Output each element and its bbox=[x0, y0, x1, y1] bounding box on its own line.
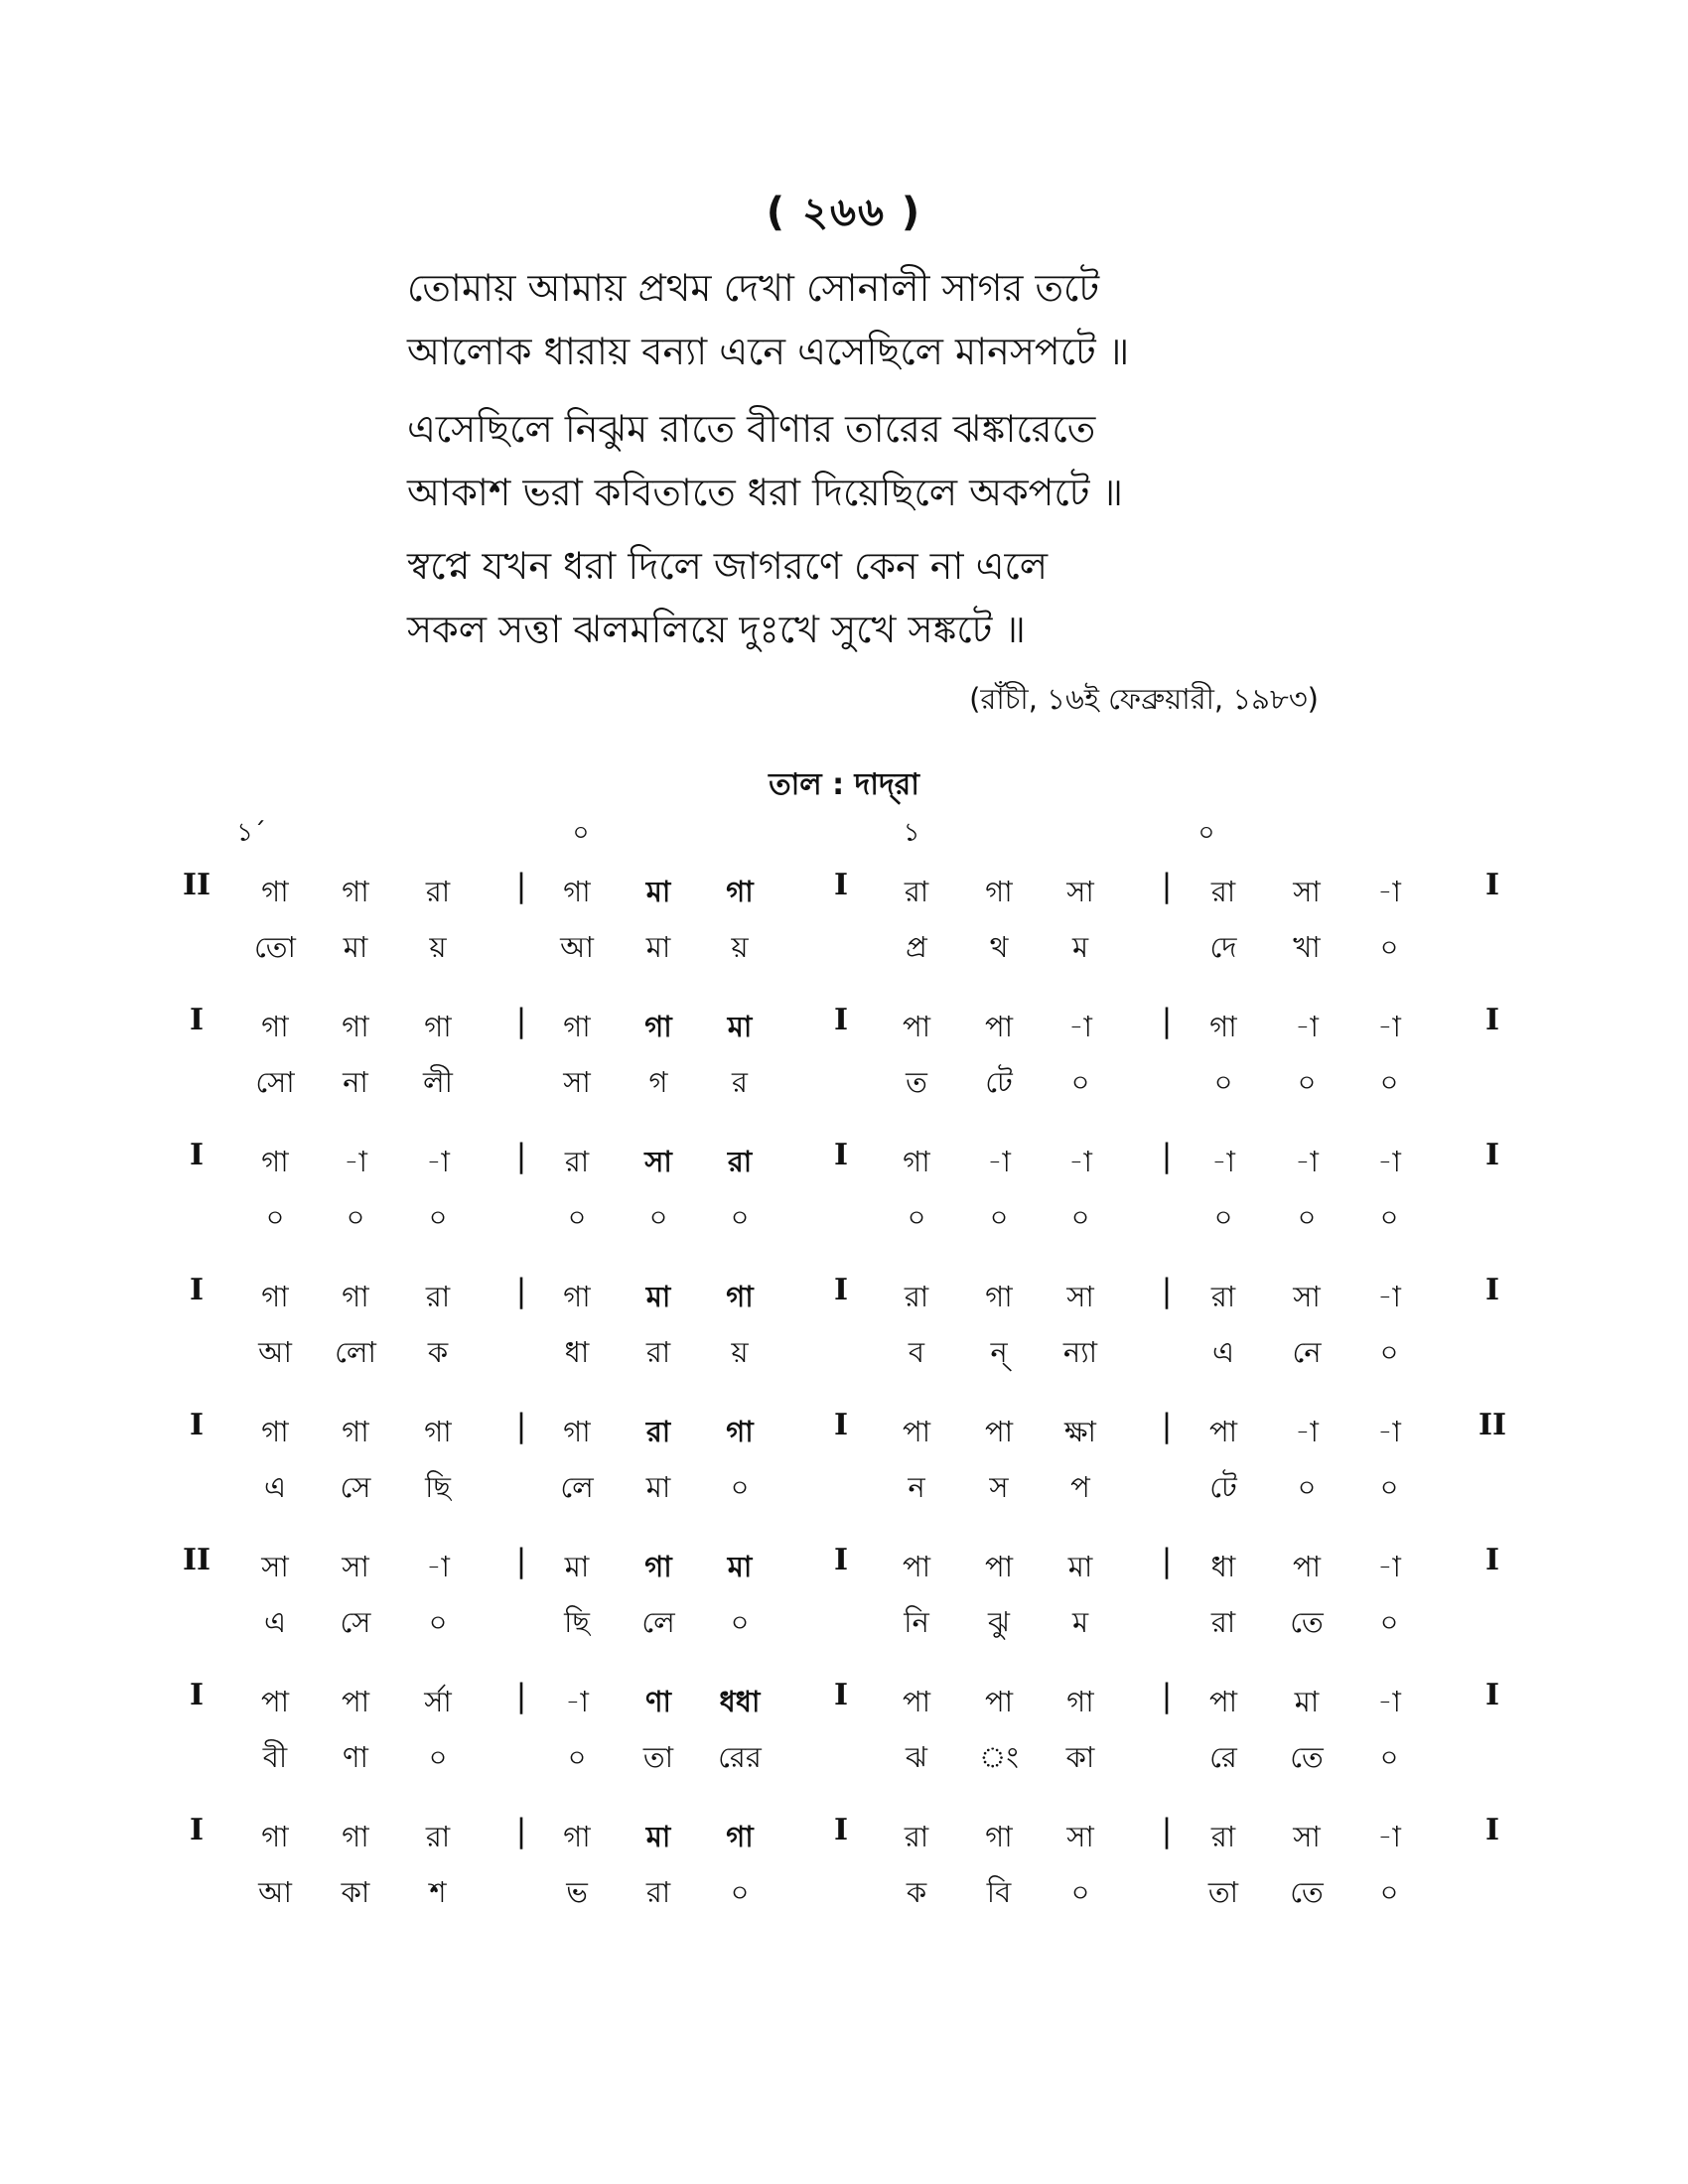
lyric-syllable: ০ bbox=[1070, 1875, 1090, 1909]
swara-note: পা bbox=[1208, 1415, 1238, 1448]
lyric-syllable: লে bbox=[560, 1470, 594, 1504]
lyric-syllable: ক bbox=[427, 1335, 449, 1369]
lyric-line: স্বপ্নে যখন ধরা দিলে জাগরণে কেন না এলে bbox=[407, 544, 1049, 588]
swara-note: -া bbox=[987, 1145, 1011, 1178]
beat-divider: | bbox=[515, 867, 527, 904]
lyric-syllable: রা bbox=[1210, 1605, 1236, 1639]
beat-divider: | bbox=[515, 1407, 527, 1444]
swara-note: গা bbox=[985, 1280, 1013, 1313]
lyric-syllable: প্র bbox=[906, 930, 927, 964]
swara-note: -া bbox=[565, 1685, 589, 1718]
lyric-syllable: টে bbox=[1209, 1470, 1237, 1504]
swara-note: গা bbox=[563, 1820, 591, 1853]
lyric-syllable: ন bbox=[908, 1470, 925, 1504]
lyric-syllable: রা bbox=[645, 1875, 671, 1909]
lyric-syllable: রা bbox=[645, 1335, 671, 1369]
lyric-syllable: লো bbox=[335, 1335, 376, 1369]
swara-note: ণা bbox=[645, 1685, 671, 1718]
swara-note: গা bbox=[563, 1415, 591, 1448]
swara-note: -া bbox=[1068, 1145, 1092, 1178]
taal-heading: তাল : দাদ্‌রা bbox=[769, 767, 919, 802]
lyric-syllable: ং bbox=[979, 1740, 1019, 1774]
swara-note: র্সা bbox=[424, 1685, 452, 1718]
lyric-syllable: ভ bbox=[566, 1875, 588, 1909]
bar-line: I bbox=[1484, 1678, 1500, 1712]
lyric-syllable: ঝ bbox=[906, 1740, 927, 1774]
beat-divider: | bbox=[515, 1137, 527, 1174]
lyric-syllable: এ bbox=[263, 1470, 287, 1504]
beat-marker: ০ bbox=[1197, 818, 1215, 848]
swara-note: গা bbox=[261, 875, 289, 908]
lyric-syllable: ০ bbox=[1297, 1470, 1317, 1504]
lyric-syllable: ক bbox=[906, 1875, 927, 1909]
lyric-syllable: ০ bbox=[265, 1200, 285, 1234]
bar-line: I bbox=[833, 1408, 849, 1442]
swara-note: মা bbox=[645, 875, 671, 908]
swara-note: -া bbox=[1295, 1415, 1319, 1448]
swara-note: মা bbox=[727, 1550, 753, 1583]
lyric-syllable: তো bbox=[254, 930, 296, 964]
lyric-line: এসেছিলে নিঝুম রাতে বীণার তারের ঝঙ্কারেতে bbox=[407, 407, 1096, 451]
swara-note: সা bbox=[1293, 875, 1321, 908]
lyric-syllable: ০ bbox=[1379, 1335, 1399, 1369]
bar-line: I bbox=[1484, 1813, 1500, 1847]
swara-note: সা bbox=[342, 1550, 369, 1583]
swara-note: গা bbox=[563, 1280, 591, 1313]
lyric-syllable: ০ bbox=[730, 1875, 750, 1909]
swara-note: -া bbox=[1377, 1145, 1401, 1178]
lyric-syllable: ব bbox=[908, 1335, 925, 1369]
swara-note: গা bbox=[342, 1010, 369, 1043]
lyric-syllable: সে bbox=[340, 1605, 371, 1639]
swara-note: -া bbox=[1377, 1280, 1401, 1313]
swara-note: রা bbox=[904, 875, 929, 908]
swara-note: ধধা bbox=[719, 1685, 761, 1718]
swara-note: গা bbox=[342, 1820, 369, 1853]
swara-note: গা bbox=[563, 1010, 591, 1043]
lyric-syllable: ০ bbox=[1297, 1065, 1317, 1099]
lyric-syllable: তে bbox=[1290, 1875, 1324, 1909]
swara-note: রা bbox=[425, 1280, 451, 1313]
lyric-syllable: মা bbox=[343, 930, 368, 964]
swara-note: রা bbox=[564, 1145, 590, 1178]
lyric-syllable: ০ bbox=[428, 1605, 448, 1639]
lyric-syllable: থ bbox=[989, 930, 1009, 964]
lyric-syllable: ০ bbox=[1379, 1065, 1399, 1099]
swara-note: গা bbox=[342, 1415, 369, 1448]
lyric-syllable: দে bbox=[1209, 930, 1237, 964]
lyric-syllable: ণা bbox=[343, 1740, 368, 1774]
lyric-syllable: রের bbox=[718, 1740, 762, 1774]
swara-note: পা bbox=[902, 1550, 931, 1583]
bar-line: I bbox=[189, 1813, 205, 1847]
beat-divider: | bbox=[1161, 1812, 1173, 1849]
lyric-syllable: শ bbox=[429, 1875, 447, 1909]
lyric-syllable: ত bbox=[906, 1065, 927, 1099]
swara-note: -া bbox=[1211, 1145, 1235, 1178]
bar-line: II bbox=[182, 868, 211, 902]
swara-note: -া bbox=[1377, 875, 1401, 908]
bar-line: I bbox=[189, 1003, 205, 1037]
bar-line: I bbox=[1484, 1273, 1500, 1307]
lyric-syllable: ০ bbox=[730, 1470, 750, 1504]
swara-note: মা bbox=[645, 1820, 671, 1853]
swara-note: মা bbox=[1294, 1685, 1320, 1718]
swara-note: পা bbox=[984, 1010, 1014, 1043]
lyric-syllable: তা bbox=[1207, 1875, 1239, 1909]
swara-note: গা bbox=[261, 1820, 289, 1853]
swara-note: পা bbox=[1208, 1685, 1238, 1718]
lyric-syllable: আ bbox=[258, 1335, 292, 1369]
lyric-syllable: ন্যা bbox=[1062, 1335, 1098, 1369]
lyric-syllable: ০ bbox=[428, 1200, 448, 1234]
swara-note: পা bbox=[260, 1685, 290, 1718]
lyric-syllable: মা bbox=[645, 930, 671, 964]
lyric-syllable: তা bbox=[642, 1740, 674, 1774]
lyric-syllable: স bbox=[989, 1470, 1009, 1504]
beat-divider: | bbox=[515, 1272, 527, 1309]
swara-note: পা bbox=[984, 1685, 1014, 1718]
swara-note: গা bbox=[424, 1010, 452, 1043]
bar-line: I bbox=[1484, 1003, 1500, 1037]
swara-note: রা bbox=[645, 1415, 671, 1448]
swara-note: -া bbox=[344, 1145, 367, 1178]
lyric-syllable: য় bbox=[731, 1335, 749, 1369]
beat-divider: | bbox=[515, 1812, 527, 1849]
swara-note: রা bbox=[727, 1145, 753, 1178]
bar-line: II bbox=[1477, 1408, 1507, 1442]
swara-note: পা bbox=[984, 1550, 1014, 1583]
lyric-line: সকল সত্তা ঝলমলিয়ে দুঃখে সুখে সঙ্কটে ॥ bbox=[407, 608, 1026, 651]
swara-note: গা bbox=[261, 1010, 289, 1043]
swara-note: পা bbox=[341, 1685, 370, 1718]
swara-note: সা bbox=[1066, 1820, 1094, 1853]
lyric-syllable: কা bbox=[341, 1875, 370, 1909]
lyric-syllable: ০ bbox=[1213, 1200, 1233, 1234]
bar-line: I bbox=[833, 1678, 849, 1712]
lyric-syllable: ০ bbox=[1213, 1065, 1233, 1099]
swara-note: গা bbox=[1066, 1685, 1094, 1718]
bar-line: I bbox=[189, 1138, 205, 1172]
swara-note: সা bbox=[1066, 1280, 1094, 1313]
bar-line: I bbox=[1484, 1138, 1500, 1172]
beat-divider: | bbox=[1161, 867, 1173, 904]
lyric-syllable: সা bbox=[563, 1065, 591, 1099]
bar-line: I bbox=[1484, 868, 1500, 902]
lyric-syllable: নি bbox=[904, 1605, 929, 1639]
lyric-syllable: ধা bbox=[564, 1335, 590, 1369]
swara-note: রা bbox=[904, 1280, 929, 1313]
swara-note: ধা bbox=[1210, 1550, 1236, 1583]
swara-note: রা bbox=[1210, 1280, 1236, 1313]
swara-note: গা bbox=[903, 1145, 930, 1178]
lyric-syllable: মা bbox=[645, 1470, 671, 1504]
swara-note: গা bbox=[726, 1820, 754, 1853]
lyric-syllable: ০ bbox=[1379, 1875, 1399, 1909]
swara-note: সা bbox=[261, 1550, 289, 1583]
lyric-syllable: আ bbox=[560, 930, 594, 964]
lyric-syllable: কা bbox=[1065, 1740, 1095, 1774]
swara-note: পা bbox=[1292, 1550, 1322, 1583]
beat-marker: ১ bbox=[903, 818, 920, 848]
lyric-syllable: ০ bbox=[1379, 1605, 1399, 1639]
lyric-syllable: বি bbox=[986, 1875, 1012, 1909]
swara-note: গা bbox=[644, 1550, 672, 1583]
lyric-syllable: গ bbox=[648, 1065, 668, 1099]
lyric-syllable: ০ bbox=[1379, 930, 1399, 964]
lyric-syllable: র bbox=[732, 1065, 748, 1099]
beat-divider: | bbox=[1161, 1272, 1173, 1309]
bar-line: I bbox=[189, 1273, 205, 1307]
page-number: ( ২৬৬ ) bbox=[766, 190, 922, 235]
beat-divider: | bbox=[515, 1677, 527, 1714]
swara-note: পা bbox=[902, 1415, 931, 1448]
lyric-syllable: ০ bbox=[989, 1200, 1009, 1234]
swara-note: মা bbox=[1067, 1550, 1093, 1583]
lyric-syllable: ০ bbox=[648, 1200, 668, 1234]
beat-divider: | bbox=[515, 1002, 527, 1039]
swara-note: গা bbox=[261, 1415, 289, 1448]
beat-marker: ১´ bbox=[236, 818, 266, 848]
lyric-syllable: ম bbox=[1071, 930, 1089, 964]
swara-note: রা bbox=[425, 1820, 451, 1853]
swara-note: -া bbox=[1295, 1010, 1319, 1043]
bar-line: I bbox=[833, 1003, 849, 1037]
lyric-syllable: ০ bbox=[346, 1200, 365, 1234]
swara-note: -া bbox=[1377, 1685, 1401, 1718]
lyric-syllable: য় bbox=[731, 930, 749, 964]
lyric-syllable: এ bbox=[263, 1605, 287, 1639]
lyric-line: আলোক ধারায় বন্যা এনে এসেছিলে মানসপটে ॥ bbox=[407, 330, 1130, 373]
lyric-syllable: ০ bbox=[1379, 1470, 1399, 1504]
swara-note: গা bbox=[985, 875, 1013, 908]
swara-note: রা bbox=[1210, 875, 1236, 908]
bar-line: I bbox=[833, 868, 849, 902]
swara-note: -া bbox=[1377, 1550, 1401, 1583]
swara-note: গা bbox=[726, 1280, 754, 1313]
swara-note: মা bbox=[727, 1010, 753, 1043]
swara-note: -া bbox=[426, 1550, 450, 1583]
lyric-syllable: লী bbox=[423, 1065, 453, 1099]
beat-divider: | bbox=[1161, 1542, 1173, 1579]
swara-note: -া bbox=[1068, 1010, 1092, 1043]
bar-line: I bbox=[833, 1138, 849, 1172]
swara-note: গা bbox=[342, 1280, 369, 1313]
lyric-syllable: ম bbox=[1071, 1605, 1089, 1639]
lyric-syllable: ০ bbox=[567, 1200, 587, 1234]
lyric-syllable: ০ bbox=[1070, 1200, 1090, 1234]
lyric-syllable: টে bbox=[985, 1065, 1013, 1099]
bar-line: I bbox=[833, 1543, 849, 1577]
swara-note: গা bbox=[726, 1415, 754, 1448]
swara-note: -া bbox=[1377, 1820, 1401, 1853]
swara-note: পা bbox=[902, 1010, 931, 1043]
swara-note: রা bbox=[425, 875, 451, 908]
swara-note: -া bbox=[1377, 1415, 1401, 1448]
lyric-syllable: ০ bbox=[730, 1200, 750, 1234]
swara-note: গা bbox=[342, 875, 369, 908]
beat-divider: | bbox=[1161, 1002, 1173, 1039]
lyric-syllable: প bbox=[1070, 1470, 1090, 1504]
swara-note: মা bbox=[645, 1280, 671, 1313]
bar-line: I bbox=[833, 1813, 849, 1847]
bar-line: I bbox=[189, 1408, 205, 1442]
swara-note: সা bbox=[1293, 1820, 1321, 1853]
swara-note: ক্ষা bbox=[1064, 1415, 1096, 1448]
swara-note: -া bbox=[1377, 1010, 1401, 1043]
swara-note: গা bbox=[563, 875, 591, 908]
swara-note: -া bbox=[1295, 1145, 1319, 1178]
bar-line: I bbox=[189, 1678, 205, 1712]
lyric-syllable: ০ bbox=[1297, 1200, 1317, 1234]
swara-note: সা bbox=[1293, 1280, 1321, 1313]
lyric-syllable: ০ bbox=[730, 1605, 750, 1639]
swara-note: রা bbox=[1210, 1820, 1236, 1853]
swara-note: গা bbox=[424, 1415, 452, 1448]
swara-note: গা bbox=[1209, 1010, 1237, 1043]
swara-note: গা bbox=[261, 1280, 289, 1313]
lyric-syllable: ০ bbox=[567, 1740, 587, 1774]
lyric-syllable: য় bbox=[429, 930, 447, 964]
composition-dateline: (রাঁচী, ১৬ই ফেব্রুয়ারী, ১৯৮৩) bbox=[969, 682, 1319, 716]
swara-note: গা bbox=[985, 1820, 1013, 1853]
lyric-syllable: না bbox=[343, 1065, 368, 1099]
lyric-syllable: ঝু bbox=[988, 1605, 1010, 1639]
lyric-syllable: ০ bbox=[1379, 1200, 1399, 1234]
bar-line: I bbox=[1484, 1543, 1500, 1577]
lyric-syllable: ন্ bbox=[990, 1335, 1008, 1369]
beat-marker: ০ bbox=[572, 818, 590, 848]
beat-divider: | bbox=[515, 1542, 527, 1579]
lyric-syllable: ০ bbox=[428, 1740, 448, 1774]
lyric-syllable: নে bbox=[1292, 1335, 1322, 1369]
swara-note: রা bbox=[904, 1820, 929, 1853]
lyric-syllable: খা bbox=[1293, 930, 1321, 964]
lyric-syllable: রে bbox=[1209, 1740, 1237, 1774]
lyric-syllable: লে bbox=[641, 1605, 675, 1639]
lyric-syllable: আ bbox=[258, 1875, 292, 1909]
swara-note: মা bbox=[564, 1550, 590, 1583]
swara-note: সা bbox=[644, 1145, 672, 1178]
lyric-line: আকাশ ভরা কবিতাতে ধরা দিয়েছিলে অকপটে ॥ bbox=[407, 471, 1123, 514]
lyric-syllable: সে bbox=[340, 1470, 371, 1504]
swara-note: -া bbox=[426, 1145, 450, 1178]
lyric-line: তোমায় আমায় প্রথম দেখা সোনালী সাগর তটে bbox=[407, 266, 1100, 310]
swara-note: পা bbox=[902, 1685, 931, 1718]
swara-note: গা bbox=[726, 875, 754, 908]
swara-note: গা bbox=[261, 1145, 289, 1178]
lyric-syllable: ছি bbox=[564, 1605, 590, 1639]
bar-line: II bbox=[182, 1543, 211, 1577]
lyric-syllable: ০ bbox=[1070, 1065, 1090, 1099]
lyric-syllable: ০ bbox=[907, 1200, 926, 1234]
beat-divider: | bbox=[1161, 1137, 1173, 1174]
swara-note: সা bbox=[1066, 875, 1094, 908]
lyric-syllable: তে bbox=[1290, 1740, 1324, 1774]
bar-line: I bbox=[833, 1273, 849, 1307]
beat-divider: | bbox=[1161, 1677, 1173, 1714]
lyric-syllable: ০ bbox=[1379, 1740, 1399, 1774]
swara-note: পা bbox=[984, 1415, 1014, 1448]
swara-note: গা bbox=[644, 1010, 672, 1043]
lyric-syllable: তে bbox=[1290, 1605, 1324, 1639]
lyric-syllable: সো bbox=[255, 1065, 295, 1099]
lyric-syllable: এ bbox=[1211, 1335, 1235, 1369]
lyric-syllable: ছি bbox=[425, 1470, 451, 1504]
lyric-syllable: বী bbox=[262, 1740, 288, 1774]
beat-divider: | bbox=[1161, 1407, 1173, 1444]
